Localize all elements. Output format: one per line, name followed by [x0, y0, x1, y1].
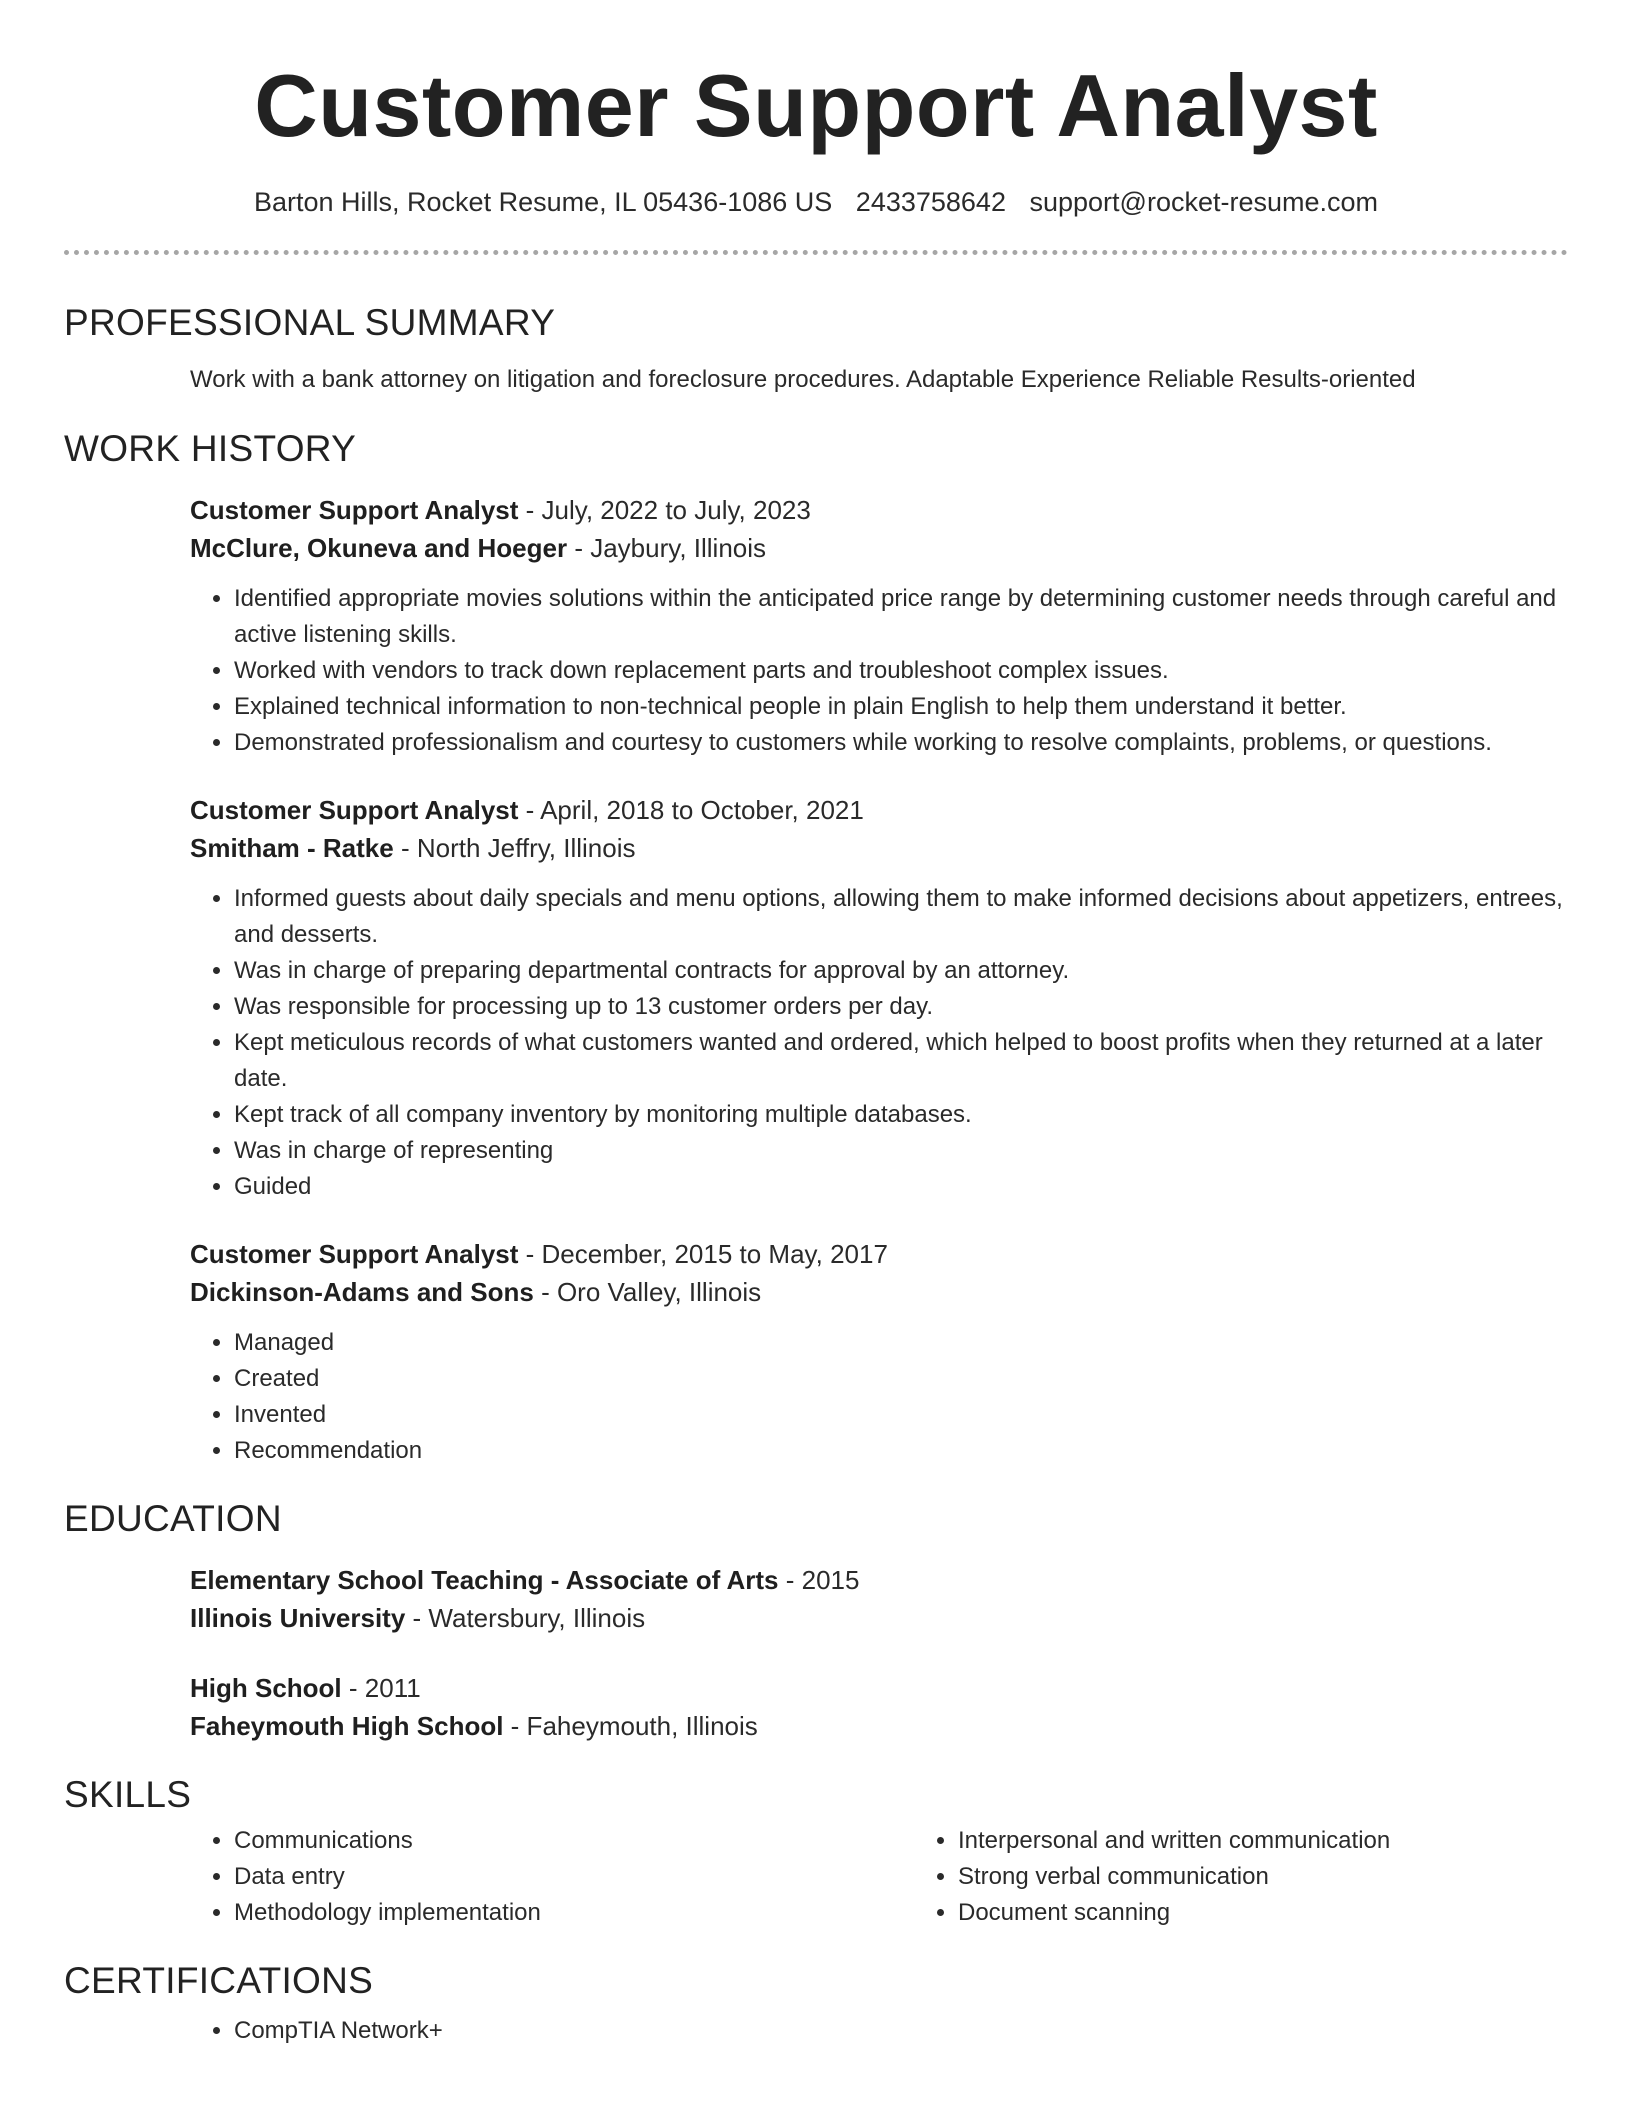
list-item: • Guided — [234, 1169, 1568, 1205]
job-bullets — [190, 881, 1568, 1205]
job-bullets — [190, 1325, 1568, 1469]
job-dates: - April, 2018 to October, 2021 — [518, 795, 864, 825]
list-item: • Was in charge of preparing departmental contracts for approval by an attorney. — [234, 953, 1568, 989]
job-location: - Jaybury, Illinois — [567, 533, 767, 563]
education-entry — [64, 1669, 1568, 1745]
graduation-year: - 2015 — [778, 1565, 860, 1595]
job-location: - Oro Valley, Illinois — [533, 1277, 762, 1307]
skills-grid — [64, 1823, 1568, 1931]
list-item: • Was responsible for processing up to 13 customer orders per day. — [234, 989, 1568, 1025]
degree-line — [190, 1561, 1568, 1599]
job-company: Smitham - Ratke — [190, 833, 394, 863]
education-entry — [64, 1561, 1568, 1637]
education-heading: EDUCATION — [64, 1498, 282, 1539]
school-line — [190, 1599, 1568, 1637]
job-company: Dickinson-Adams and Sons — [190, 1277, 534, 1307]
job-bullets — [190, 581, 1568, 761]
skill-item: • Communications — [234, 1823, 914, 1859]
contact-line — [64, 184, 1568, 220]
summary-heading: PROFESSIONAL SUMMARY — [64, 302, 556, 343]
job-role: Customer Support Analyst — [190, 795, 519, 825]
contact-phone: 2433758642 — [855, 187, 1006, 217]
skills-heading: SKILLS — [64, 1774, 192, 1815]
list-item: • Demonstrated professionalism and courtesy to customers while working to resolve complaints, problems, or questions. — [234, 725, 1568, 761]
job-entry — [64, 491, 1568, 761]
degree: High School — [190, 1673, 342, 1703]
list-item: • Kept track of all company inventory by monitoring multiple databases. — [234, 1097, 1568, 1133]
list-item: • Identified appropriate movies solutions within the anticipated price range by determining customer needs through careful and active listening skills. — [234, 581, 1568, 653]
job-company-line — [190, 829, 1568, 867]
school-name: Illinois University — [190, 1603, 406, 1633]
skill-item: • Document scanning — [958, 1895, 1632, 1931]
school-location: - Faheymouth, Illinois — [503, 1711, 758, 1741]
certifications-list — [190, 2013, 1568, 2049]
header-divider — [64, 250, 1568, 255]
school-name: Faheymouth High School — [190, 1711, 504, 1741]
list-item: • Informed guests about daily specials and menu options, allowing them to make informed decisions about appetizers, entrees, and desserts. — [234, 881, 1568, 953]
skills-column-left — [190, 1823, 914, 1931]
degree-line — [190, 1669, 1568, 1707]
list-item: • Explained technical information to non-technical people in plain English to help them understand it better. — [234, 689, 1568, 725]
list-item: • Worked with vendors to track down replacement parts and troubleshoot complex issues. — [234, 653, 1568, 689]
job-dates: - July, 2022 to July, 2023 — [518, 495, 811, 525]
list-item: • Was in charge of representing — [234, 1133, 1568, 1169]
list-item: • Managed — [234, 1325, 1568, 1361]
job-company-line — [190, 529, 1568, 567]
contact-email: support@rocket-resume.com — [1029, 187, 1379, 217]
job-entry — [64, 791, 1568, 1205]
job-entry — [64, 1235, 1568, 1469]
degree: Elementary School Teaching - Associate of Arts — [190, 1565, 779, 1595]
work-history-heading: WORK HISTORY — [64, 428, 357, 469]
job-title-line — [190, 491, 1568, 529]
skills-column-right — [914, 1823, 1632, 1931]
job-company-line — [190, 1273, 1568, 1311]
skill-item: • Interpersonal and written communication — [958, 1823, 1632, 1859]
job-title-line — [190, 1235, 1568, 1273]
skill-item: • Methodology implementation — [234, 1895, 914, 1931]
resume-name: Customer Support Analyst — [254, 56, 1378, 155]
job-location: - North Jeffry, Illinois — [393, 833, 636, 863]
skill-item: • Strong verbal communication — [958, 1859, 1632, 1895]
contact-address: Barton Hills, Rocket Resume, IL 05436-1086 US — [253, 187, 833, 217]
job-company: McClure, Okuneva and Hoeger — [190, 533, 568, 563]
certification-item: • CompTIA Network+ — [234, 2013, 1568, 2049]
school-line — [190, 1707, 1568, 1745]
certifications-block — [64, 2013, 1568, 2049]
list-item: • Created — [234, 1361, 1568, 1397]
job-role: Customer Support Analyst — [190, 495, 519, 525]
summary-text: Work with a bank attorney on litigation and foreclosure procedures. Adaptable Experience Reliable Results-oriented — [190, 366, 1416, 393]
skill-item: • Data entry — [234, 1859, 914, 1895]
certifications-heading: CERTIFICATIONS — [64, 1960, 374, 2001]
list-item: • Recommendation — [234, 1433, 1568, 1469]
list-item: • Kept meticulous records of what customers wanted and ordered, which helped to boost profits when they returned at a later date. — [234, 1025, 1568, 1097]
list-item: • Invented — [234, 1397, 1568, 1433]
job-dates: - December, 2015 to May, 2017 — [518, 1239, 888, 1269]
school-location: - Watersbury, Illinois — [405, 1603, 646, 1633]
job-role: Customer Support Analyst — [190, 1239, 519, 1269]
job-title-line — [190, 791, 1568, 829]
graduation-year: - 2011 — [341, 1673, 421, 1703]
